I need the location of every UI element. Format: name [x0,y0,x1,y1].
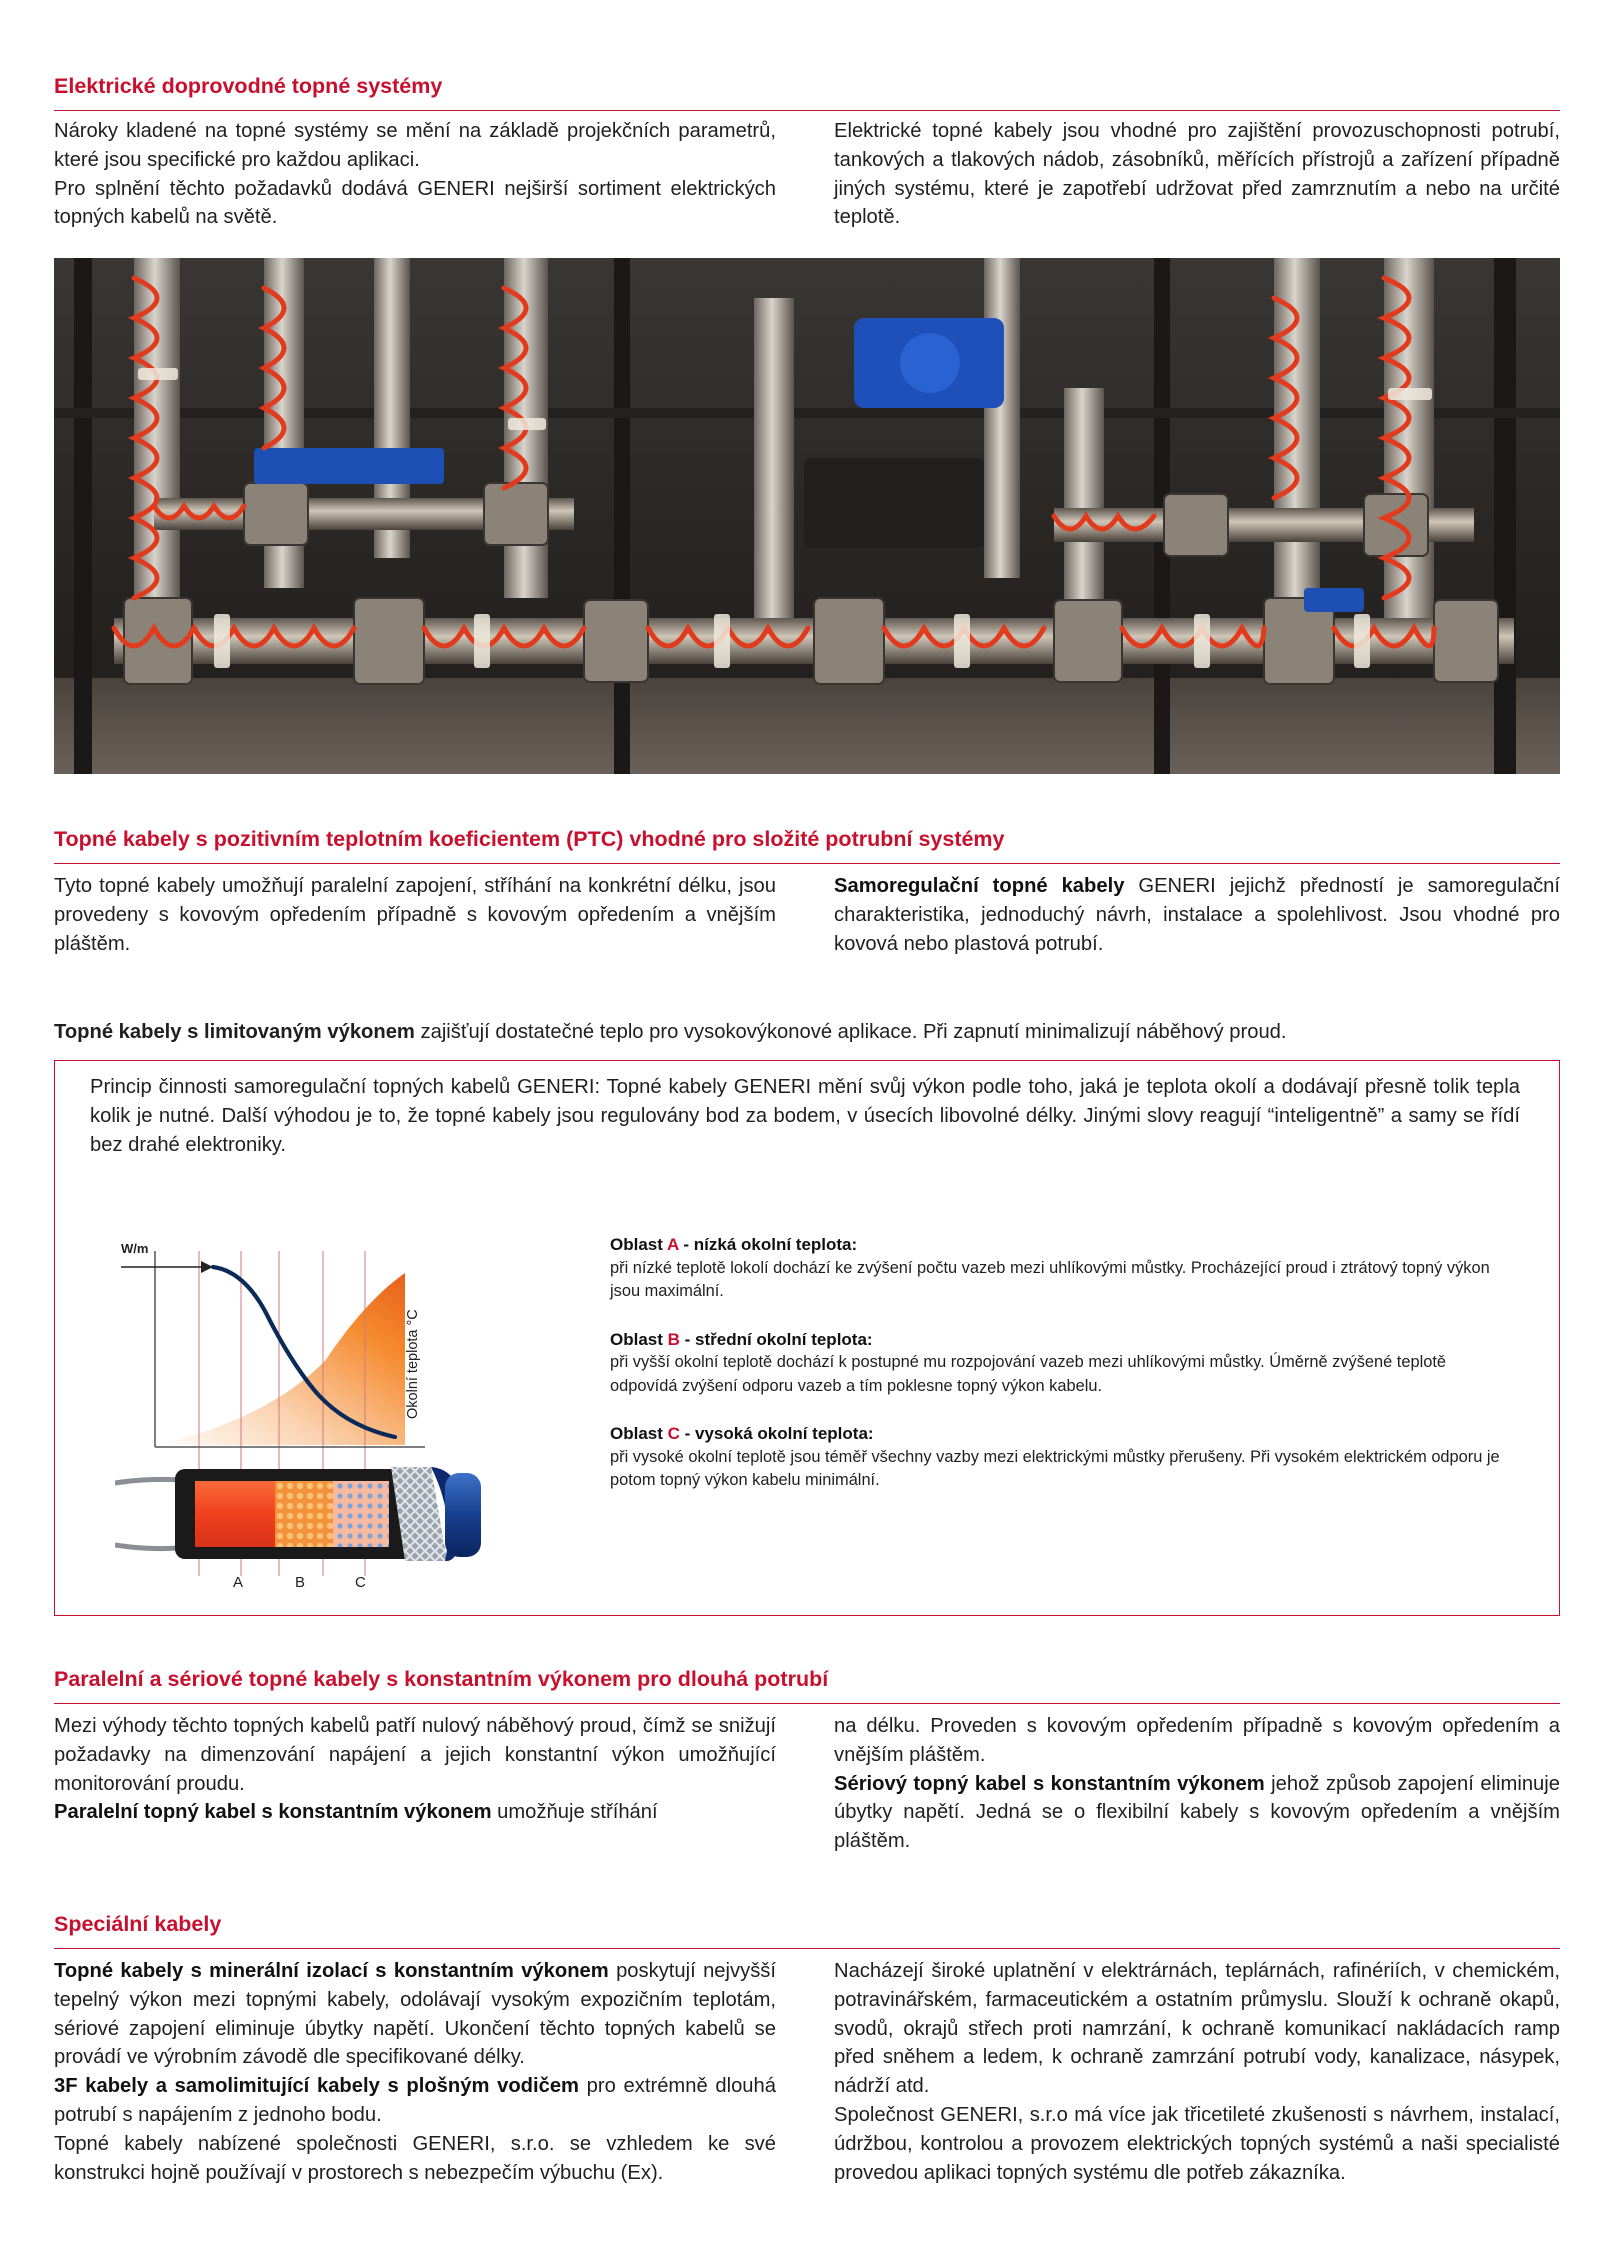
section4-right-column [834,1957,1560,2187]
section3-left-column [54,1712,776,1827]
area-a-title: Oblast A - nízká okolní teplota: [610,1235,858,1254]
section-title-constant-power: Paralelní a sériové topné kabely s konstantním výkonem pro dlouhá potrubí [54,1667,829,1691]
industrial-pipes-illustration [54,258,1560,774]
section1-right-paragraph-1: Elektrické topné kabely jsou vhodné pro zajištění provozuschopnosti potrubí, tankových a tlakových nádob, zásobníků, měřících přístrojů a zařízení případně jiných systému, které je zapotřebí udržovat před zamrznutím a nebo na určité teplotě. [834,120,1560,229]
area-a-block [610,1233,1510,1304]
limited-power-cables-term: Topné kabely s limitovaným výkonem [54,1021,415,1043]
section3-left-paragraph-1: Mezi výhody těchto topných kabelů patří nulový náběhový proud, čímž se snižují požadavky na dimenzování napájení a jejich konstantní výkon umožňující monitorování proudu. [54,1715,776,1795]
limited-power-cables-description: zajišťují dostatečné teplo pro vysokovýkonové aplikace. Při zapnutí minimalizují náběhový proud. [414,1021,1287,1043]
section-rule [54,110,1560,111]
area-b-text: při vyšší okolní teplotě dochází k postupné mu rozpojování vazeb mezi uhlíkovými můstky. Úměrně zvýšené teplotě odpovídá zvýšení odporu vazeb a tím poklesne topný výkon kabelu. [610,1353,1447,1395]
limited-power-cables-line [54,1018,1560,1046]
self-regulation-diagram [115,1211,635,1591]
principle-text: Princip činnosti samoregulační topných kabelů GENERI: Topné kabely GENERI mění svůj výkon podle toho, jaká je teplota okolí a dodávají přesně tolik tepla kolik je nutné. Další výhodou je to, že topné kabely jsou regulovány bod za bodem, v úsecích libovolné délky. Jinými slovy reagují “inteligentně” a samy se řídí bez drahé elektroniky. [90,1076,1520,1156]
area-c-title: Oblast C - vysoká okolní teplota: [610,1424,874,1443]
section2-left-column [54,872,776,958]
area-a-text: při nízké teplotě lokolí dochází ke zvýšení počtu vazeb mezi uhlíkovými můstky. Procházející proud i ztrátový topný výkon jsou maximální. [610,1258,1490,1300]
zone-label-b: B [295,1574,306,1591]
section4-left-paragraph-2 [54,2072,776,2130]
section1-left-column [54,117,776,232]
section-title-ptc-cables: Topné kabely s pozitivním teplotním koeficientem (PTC) vhodné pro složité potrubní systémy [54,827,1005,851]
section2-right-paragraph-1 [834,872,1560,958]
section3-right-paragraph-1: na délku. Proveden s kovovým opředením případně s kovovým opředením a vnějším pláštěm. [834,1715,1560,1766]
parallel-cable-description: umožňuje stříhání [491,1801,658,1824]
section3-left-paragraph-2 [54,1798,776,1827]
area-descriptions [610,1233,1510,1517]
industrial-pipes-photo [54,258,1560,774]
zone-label-c: C [355,1574,366,1591]
section4-left-column [54,1957,776,2187]
area-a-letter: A [667,1235,679,1254]
parallel-cable-term: Paralelní topný kabel s konstantním výkonem [54,1801,492,1824]
self-regulation-diagram-svg [115,1211,635,1591]
ambient-temperature-label: Okolní teplota °C [405,1309,421,1419]
mineral-insulation-description: poskytují nejvyšší tepelný výkon mezi topnými kabely, odolávají vysokým expozičním teplotám, sériové zapojení eliminuje úbytky napětí. Ukončení těchto topných kabelů se provádí ve výrobním závodě dle specifikované délky. [54,1960,777,2069]
section4-right-paragraph-2: Společnost GENERI, s.r.o má více jak třicetileté zkušenosti s návrhem, instalací, údržbou, kontrolou a provozem elektrických topných systémů a naši specialisté provedou aplikaci topných systému dle potřeb zákazníka. [834,2103,1560,2184]
area-b-block [610,1328,1510,1399]
section4-left-paragraph-1 [54,1957,776,2072]
serial-cable-description: jehož způsob zapojení eliminuje úbytky napětí. Jedná se o flexibilní kabely s kovovým opředením a vnějším pláštěm. [834,1772,1560,1853]
area-c-letter: C [667,1424,680,1443]
section1-left-paragraph-2: Pro splnění těchto požadavků dodává GENERI nejširší sortiment elektrických topných kabelů na světě. [54,177,776,229]
section4-left-paragraph-3: Topné kabely nabízené společnosti GENERI, s.r.o. se vzhledem ke své konstrukci hojně používají v prostorech s nebezpečím výbuchu (Ex). [54,2132,776,2184]
section2-left-paragraph-1: Tyto topné kabely umožňují paralelní zapojení, stříhání na konkrétní délku, jsou provedeny s kovovým opředením případně s kovovým opředením a vnějším pláštěm. [54,875,776,955]
section3-right-column [834,1712,1560,1856]
serial-cable-term: Sériový topný kabel s konstantním výkonem [834,1772,1265,1795]
power-axis-label: W/m [121,1241,149,1256]
section2-right-column [834,872,1560,958]
section-rule [54,1703,1560,1704]
3f-cables-description: pro extrémně dlouhá potrubí s napájením z jednoho bodu. [54,2075,776,2126]
self-regulating-cables-description: GENERI jejichž předností je samoregulační charakteristika, jednoduchý návrh, instalace a spolehlivost. Jsou vhodné pro kovová nebo plastová potrubí. [834,875,1561,955]
area-b-letter: B [667,1329,680,1349]
zone-label-a: A [233,1574,244,1591]
principle-box [54,1060,1560,1616]
area-c-block [610,1422,1510,1493]
section-title-heating-systems: Elektrické doprovodné topné systémy [54,74,443,98]
mineral-insulation-term: Topné kabely s minerální izolací s konstantním výkonem [54,1960,609,1982]
section1-right-column [834,117,1560,232]
section-rule [54,863,1560,864]
heating-cable-illustration [115,1467,481,1561]
area-c-text: při vysoké okolní teplotě jsou téměř všechny vazby mezi elektrickými můstky přerušeny. Při vysokém elektrickém odporu je potom topný výkon kabelu minimální. [610,1447,1500,1489]
section4-right-paragraph-1: Nacházejí široké uplatnění v elektrárnách, teplárnách, rafinériích, v chemickém, potravinářském, farmaceutickém a ostatním průmyslu. Slouží k ochraně okapů, svodů, okrajů střech proti namrzání, k ochraně komunikací nakládacích ramp před sněhem a ledem, k ochraně zamrzání potrubí vody, kanalizace, násypek, nádrží atd. [834,1960,1560,2098]
section-rule [54,1948,1560,1949]
area-b-title: Oblast B - střední okolní teplota: [610,1329,873,1349]
heat-area [155,1273,405,1445]
section3-right-paragraph-2 [834,1770,1560,1856]
3f-cables-term: 3F kabely a samolimitující kabely s plošným vodičem [54,2075,579,2098]
section-title-special-cables: Speciální kabely [54,1912,222,1936]
self-regulating-cables-term: Samoregulační topné kabely [834,875,1125,897]
section1-left-paragraph-1: Nároky kladené na topné systémy se mění na základě projekčních parametrů, které jsou specifické pro každou aplikaci. [54,120,776,171]
